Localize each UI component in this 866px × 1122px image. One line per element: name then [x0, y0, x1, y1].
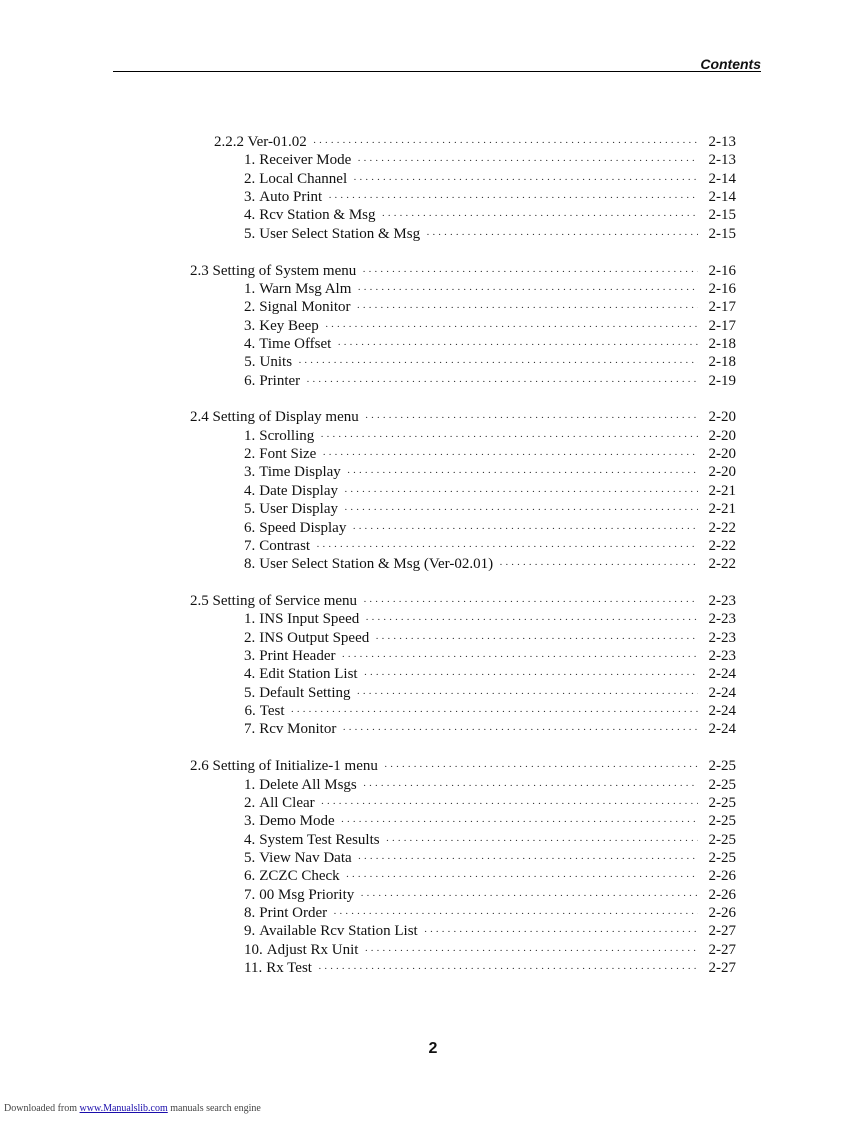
- toc-entry: [244, 555, 736, 573]
- toc-page-reference: 2-24: [708, 684, 736, 701]
- toc-entry-label: User Display: [259, 501, 338, 518]
- toc-entry: [244, 629, 736, 647]
- toc-entry-label: Default Setting: [259, 684, 351, 701]
- dot-leader: [318, 960, 698, 978]
- toc-page-reference: 2-17: [708, 317, 736, 334]
- toc-entry-label: Time Offset: [259, 335, 332, 352]
- toc-entry-label: System Test Results: [259, 831, 380, 848]
- toc-entry-label: Scrolling: [259, 427, 315, 444]
- toc-page-reference: 2-25: [708, 776, 736, 793]
- toc-entry-number: 5.: [244, 684, 256, 701]
- toc-entry-number: 4.: [244, 335, 256, 352]
- toc-entry: [244, 959, 736, 977]
- toc-entry-number: 4.: [244, 482, 256, 499]
- dot-leader: [363, 777, 698, 795]
- toc-entry-label: 2.4 Setting of Display menu: [190, 409, 359, 426]
- toc-page-reference: 2-22: [708, 537, 736, 554]
- toc-page-reference: 2-26: [708, 886, 736, 903]
- toc-entry-label: User Select Station & Msg (Ver-02.01): [259, 556, 494, 573]
- toc-entry-number: 7.: [244, 886, 256, 903]
- toc-page-reference: 2-23: [708, 611, 736, 628]
- toc-entry: [244, 206, 736, 224]
- toc-page-reference: 2-23: [708, 592, 736, 609]
- toc-entry-number: 4.: [244, 207, 256, 224]
- dot-leader: [365, 409, 698, 427]
- toc-entry-label: Delete All Msgs: [259, 776, 357, 793]
- dot-leader: [357, 281, 698, 299]
- toc-entry: [244, 720, 736, 738]
- toc-entry-label: Print Header: [259, 648, 336, 664]
- toc-entry: [244, 702, 736, 720]
- toc-page-reference: 2-26: [708, 904, 736, 921]
- dot-leader: [364, 666, 698, 684]
- header-rule: [113, 71, 761, 72]
- dot-leader: [328, 189, 698, 207]
- manualslib-link[interactable]: www.Manualslib.com: [79, 1103, 168, 1114]
- dot-leader: [320, 428, 698, 446]
- toc-entry: [244, 904, 736, 922]
- dot-leader: [342, 721, 698, 739]
- toc-entry: [244, 849, 736, 867]
- toc-entry-label: Rcv Station & Msg: [259, 207, 376, 224]
- dot-leader: [344, 501, 698, 519]
- toc-entry-label: 2.2.2 Ver-01.02: [214, 134, 307, 150]
- download-footer: [4, 1103, 261, 1114]
- running-header-title: Contents: [700, 56, 761, 72]
- toc-entry-label: Speed Display: [259, 519, 347, 536]
- toc-entry: [244, 151, 736, 169]
- toc-page-reference: 2-14: [708, 170, 736, 187]
- toc-entry-label: Receiver Mode: [259, 152, 352, 169]
- dot-leader: [325, 318, 698, 336]
- toc-entry-label: Rcv Monitor: [259, 721, 337, 738]
- toc-page-reference: 2-14: [708, 189, 736, 205]
- toc-entry-label: Print Order: [259, 904, 328, 921]
- toc-page-reference: 2-27: [708, 941, 736, 958]
- toc-page-reference: 2-19: [708, 372, 736, 389]
- dot-leader: [353, 171, 698, 189]
- toc-page-reference: 2-25: [708, 813, 736, 830]
- toc-entry-label: User Select Station & Msg: [259, 225, 421, 242]
- toc-entry-number: 7.: [244, 537, 256, 554]
- toc-entry-label: Time Display: [259, 464, 341, 481]
- dot-leader: [364, 942, 698, 960]
- toc-page-reference: 2-21: [708, 482, 736, 499]
- toc-entry-number: 3.: [244, 813, 256, 830]
- toc-section-heading: [190, 592, 736, 610]
- toc-entry-number: 10.: [244, 941, 263, 958]
- toc-entry-label: Auto Print: [259, 189, 323, 205]
- dot-leader: [375, 630, 698, 648]
- toc-entry-label: Test: [259, 703, 285, 719]
- toc-entry: [244, 537, 736, 555]
- toc-page-reference: 2-18: [708, 354, 736, 371]
- toc-entry-number: 1.: [244, 776, 256, 793]
- toc-page-reference: 2-16: [708, 262, 736, 279]
- toc-page-reference: 2-25: [708, 831, 736, 848]
- dot-leader: [358, 850, 698, 868]
- dot-leader: [346, 868, 698, 886]
- toc-entry-number: 5.: [244, 849, 256, 866]
- toc-page-reference: 2-27: [708, 923, 736, 940]
- toc-entry-number: 4.: [244, 666, 256, 683]
- toc-entry-label: 2.5 Setting of Service menu: [190, 592, 358, 609]
- toc-entry: [244, 188, 736, 206]
- toc-entry: [244, 776, 736, 794]
- toc-entry-number: 7.: [244, 721, 256, 738]
- toc-entry: [244, 353, 736, 371]
- toc-entry-number: 3.: [244, 189, 256, 205]
- toc-entry: [244, 610, 736, 628]
- toc-entry-label: Signal Monitor: [259, 299, 351, 316]
- toc-page-reference: 2-15: [708, 207, 736, 224]
- toc-page-reference: 2-24: [708, 666, 736, 683]
- toc-page-reference: 2-25: [708, 849, 736, 866]
- toc-entry-label: Printer: [259, 372, 301, 389]
- toc-entry: [244, 684, 736, 702]
- toc-entry-number: 3.: [244, 648, 256, 664]
- toc-entry-number: 1.: [244, 152, 256, 169]
- toc-entry-number: 8.: [244, 556, 256, 573]
- dot-leader: [357, 299, 698, 317]
- toc-page-reference: 2-24: [708, 703, 736, 719]
- toc-section-heading: [214, 133, 736, 151]
- toc-entry: [244, 372, 736, 390]
- toc-page-reference: 2-23: [708, 629, 736, 646]
- toc-entry: [244, 482, 736, 500]
- toc-entry-number: 1.: [244, 280, 256, 297]
- toc-entry-label: 2.6 Setting of Initialize-1 menu: [190, 758, 378, 775]
- toc-page-reference: 2-18: [708, 335, 736, 352]
- toc-entry-label: Warn Msg Alm: [259, 280, 352, 297]
- toc-entry: [244, 317, 736, 335]
- dot-leader: [386, 832, 698, 850]
- dot-leader: [499, 556, 698, 574]
- toc-entry-number: 2.: [244, 446, 256, 463]
- toc-entry: [244, 445, 736, 463]
- toc-entry-number: 9.: [244, 923, 256, 940]
- toc-entry: [244, 922, 736, 940]
- dot-leader: [382, 207, 698, 225]
- toc-entry: [244, 886, 736, 904]
- toc-entry: [244, 463, 736, 481]
- dot-leader: [352, 520, 698, 538]
- toc-entry: [244, 500, 736, 518]
- toc-entry-label: Local Channel: [259, 170, 348, 187]
- footer-prefix: Downloaded from: [4, 1103, 78, 1114]
- toc-page-reference: 2-26: [708, 868, 736, 885]
- toc-entry: [244, 298, 736, 316]
- toc-page-reference: 2-21: [708, 501, 736, 518]
- dot-leader: [316, 538, 698, 556]
- toc-page-reference: 2-13: [708, 134, 736, 150]
- toc-entry-label: INS Input Speed: [259, 611, 360, 628]
- toc-entry-number: 2.: [244, 299, 256, 316]
- dot-leader: [344, 483, 698, 501]
- dot-leader: [365, 611, 698, 629]
- toc-entry-number: 5.: [244, 501, 256, 518]
- toc-page-reference: 2-22: [708, 556, 736, 573]
- toc-entry-label: Font Size: [259, 446, 317, 463]
- toc-page-reference: 2-23: [708, 648, 736, 664]
- toc-page-reference: 2-20: [708, 446, 736, 463]
- toc-entry-number: 1.: [244, 427, 256, 444]
- toc-entry: [244, 280, 736, 298]
- page-number: 2: [428, 1040, 438, 1057]
- dot-leader: [384, 758, 698, 776]
- toc-entry-number: 1.: [244, 611, 256, 628]
- toc-entry-number: 6.: [244, 372, 256, 389]
- toc-page-reference: 2-16: [708, 280, 736, 297]
- toc-entry-number: 11.: [244, 960, 263, 976]
- toc-entry: [244, 647, 736, 665]
- dot-leader: [347, 464, 698, 482]
- toc-page-reference: 2-17: [708, 299, 736, 316]
- toc-entry-number: 6.: [244, 868, 256, 885]
- toc-entry-label: Edit Station List: [259, 666, 358, 683]
- toc-entry: [244, 519, 736, 537]
- toc-entry-label: Date Display: [259, 482, 338, 499]
- toc-entry-number: 6.: [244, 703, 256, 719]
- dot-leader: [360, 887, 698, 905]
- dot-leader: [321, 795, 698, 813]
- toc-entry: [244, 225, 736, 243]
- toc-entry: [244, 812, 736, 830]
- toc-entry: [244, 867, 736, 885]
- toc-entry-label: All Clear: [259, 794, 315, 811]
- toc-entry: [244, 665, 736, 683]
- toc-entry-label: INS Output Speed: [259, 629, 370, 646]
- toc-page-reference: 2-22: [708, 519, 736, 536]
- toc-entry: [244, 794, 736, 812]
- dot-leader: [322, 446, 698, 464]
- toc-entry-label: Adjust Rx Unit: [266, 941, 359, 958]
- toc-entry-number: 3.: [244, 464, 256, 481]
- toc-entry-label: Contrast: [259, 537, 311, 554]
- toc-page-reference: 2-20: [708, 427, 736, 444]
- dot-leader: [362, 263, 698, 281]
- toc-entry-number: 2.: [244, 629, 256, 646]
- toc-entry-number: 8.: [244, 904, 256, 921]
- dot-leader: [313, 134, 698, 152]
- toc-entry-label: Units: [259, 354, 293, 371]
- toc-entry: [244, 941, 736, 959]
- dot-leader: [333, 905, 698, 923]
- toc-entry-label: 00 Msg Priority: [259, 886, 355, 903]
- toc-page-reference: 2-13: [708, 152, 736, 169]
- toc-entry: [244, 335, 736, 353]
- toc-page-reference: 2-27: [708, 960, 736, 976]
- toc-entry-label: ZCZC Check: [259, 868, 340, 885]
- toc-entry-number: 3.: [244, 317, 256, 334]
- toc-section-heading: [190, 262, 736, 280]
- toc-entry-label: Rx Test: [266, 960, 312, 976]
- toc-entry: [244, 170, 736, 188]
- toc-page-reference: 2-15: [708, 225, 736, 242]
- dot-leader: [306, 373, 698, 391]
- dot-leader: [341, 813, 698, 831]
- toc-section-heading: [190, 408, 736, 426]
- toc-page-reference: 2-20: [708, 464, 736, 481]
- toc-entry: [244, 427, 736, 445]
- footer-suffix: manuals search engine: [170, 1103, 261, 1114]
- toc-entry: [244, 831, 736, 849]
- dot-leader: [357, 152, 698, 170]
- toc-entry-number: 5.: [244, 354, 256, 371]
- toc-section-heading: [190, 757, 736, 775]
- toc-entry-label: 2.3 Setting of System menu: [190, 262, 357, 279]
- dot-leader: [291, 703, 698, 721]
- toc-entry-number: 4.: [244, 831, 256, 848]
- dot-leader: [341, 648, 698, 666]
- dot-leader: [424, 923, 698, 941]
- toc-page-reference: 2-24: [708, 721, 736, 738]
- toc-entry-label: Available Rcv Station List: [259, 923, 418, 940]
- toc-entry-label: Key Beep: [259, 317, 319, 334]
- toc-entry-label: Demo Mode: [259, 813, 335, 830]
- toc-page-reference: 2-25: [708, 794, 736, 811]
- toc-entry-number: 5.: [244, 225, 256, 242]
- dot-leader: [298, 354, 698, 372]
- dot-leader: [356, 685, 698, 703]
- toc-page-reference: 2-20: [708, 409, 736, 426]
- toc-entry-number: 6.: [244, 519, 256, 536]
- dot-leader: [337, 336, 698, 354]
- toc-entry-number: 2.: [244, 170, 256, 187]
- toc-page-reference: 2-25: [708, 758, 736, 775]
- toc-entry-label: View Nav Data: [259, 849, 352, 866]
- dot-leader: [426, 226, 698, 244]
- dot-leader: [363, 593, 698, 611]
- toc-entry-number: 2.: [244, 794, 256, 811]
